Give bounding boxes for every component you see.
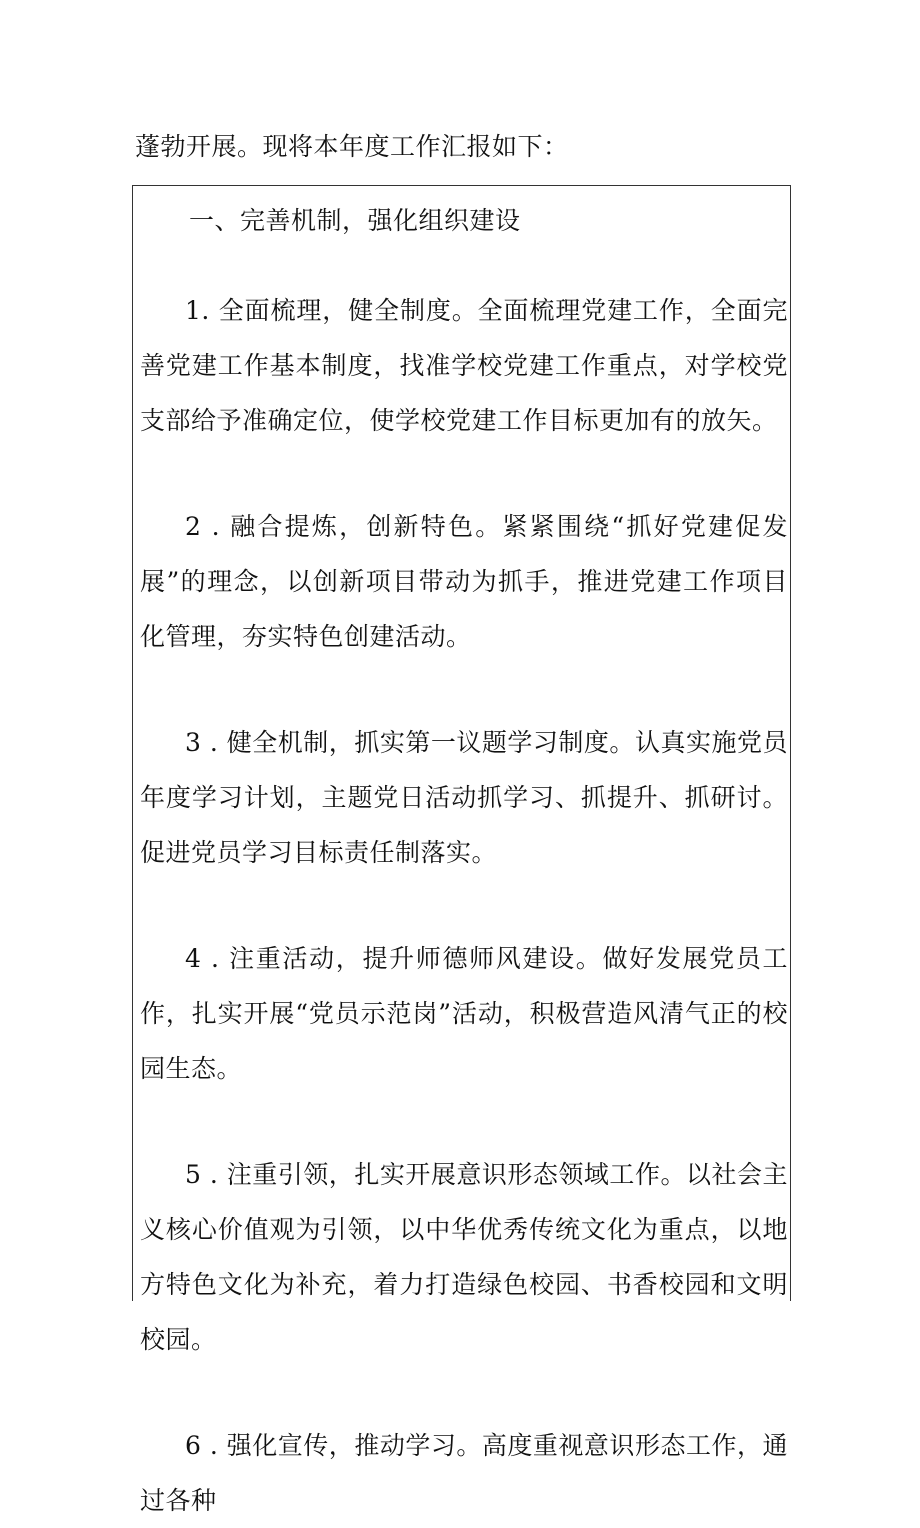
paragraph-4: 4 . 注重活动，提升师德师风建设。做好发展党员工作，扎实开展“党员示范岗”活动，积极营造风清气正的校园生态。 [140, 944, 788, 1083]
section-heading: 一、完善机制，强化组织建设 [189, 206, 521, 235]
report-body [140, 202, 788, 1528]
paragraph-1: 1. 全面梳理，健全制度。全面梳理党建工作，全面完善党建工作基本制度，找准学校党建工作重点，对学校党支部给予准确定位，使学校党建工作目标更加有的放矢。 [140, 296, 788, 435]
paragraph-6: 6 . 强化宣传，推动学习。高度重视意识形态工作，通过各种 [140, 1431, 788, 1515]
paragraph-3: 3 . 健全机制，抓实第一议题学习制度。认真实施党员年度学习计划，主题党日活动抓学习、抓提升、抓研讨。促进党员学习目标责任制落实。 [140, 728, 788, 867]
paragraph-5: 5 . 注重引领，扎实开展意识形态领域工作。以社会主义核心价值观为引领，以中华优秀传统文化为重点，以地方特色文化为补充，着力打造绿色校园、书香校园和文明校园。 [140, 1160, 788, 1354]
intro-line: 蓬勃开展。现将本年度工作汇报如下： [135, 132, 569, 161]
paragraph-2: 2 . 融合提炼，创新特色。紧紧围绕“抓好党建促发展”的理念，以创新项目带动为抓手，推进党建工作项目化管理，夯实特色创建活动。 [140, 512, 788, 651]
